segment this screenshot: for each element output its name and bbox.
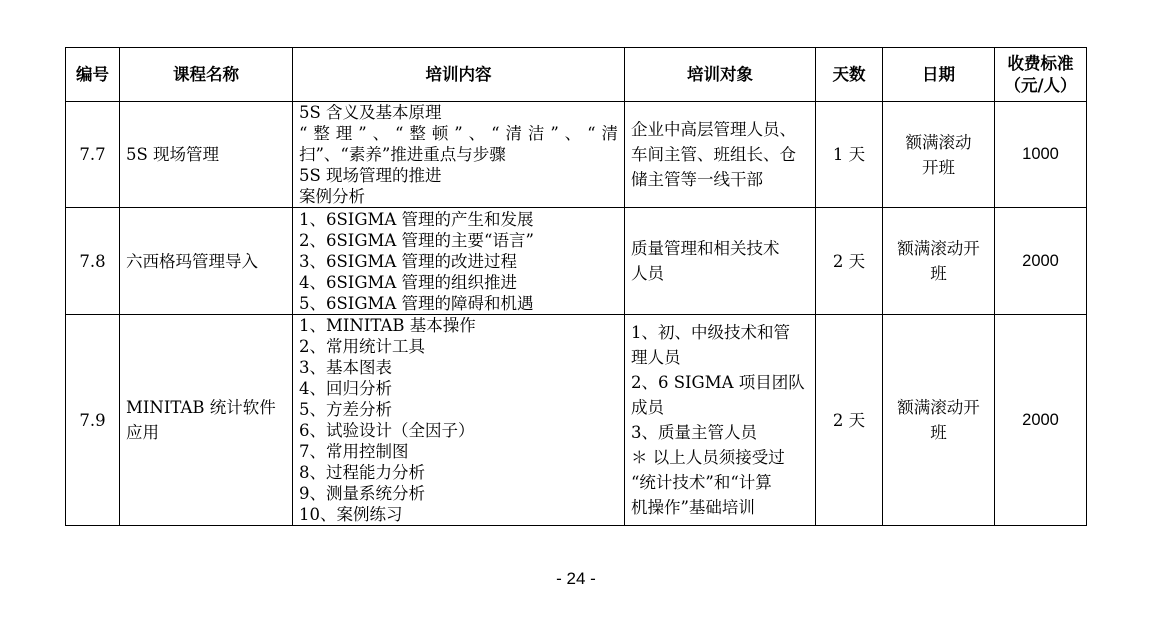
audience-line: 成员 xyxy=(631,398,664,417)
header-id: 编号 xyxy=(66,48,120,102)
audience-line: 1、初、中级技术和管 xyxy=(631,323,790,342)
header-fee xyxy=(995,48,1087,102)
audience-line: “统计技术”和“计算 xyxy=(631,473,772,492)
header-fee-line1: 收费标准 xyxy=(1007,53,1074,73)
content-line: “整理”、“整顿”、“清洁”、“清 xyxy=(299,124,618,143)
audience-line: 车间主管、班组长、仓 xyxy=(631,145,796,164)
row-course-name xyxy=(120,315,293,526)
row-content xyxy=(293,208,625,315)
content-line: 10、案例练习 xyxy=(299,505,403,524)
content-line: 8、过程能力分析 xyxy=(299,463,425,482)
row-content xyxy=(293,315,625,526)
header-fee-line2: （元/人） xyxy=(1004,75,1077,95)
row-audience xyxy=(625,102,816,208)
audience-line: 质量管理和相关技术 xyxy=(631,239,780,258)
content-line: 2、常用统计工具 xyxy=(299,337,425,356)
content-line: 5、方差分析 xyxy=(299,400,392,419)
content-line: 5S 含义及基本原理 xyxy=(299,103,442,122)
table-row xyxy=(66,102,1087,208)
audience-line: 机操作”基础培训 xyxy=(631,498,755,517)
audience-line: 理人员 xyxy=(631,348,681,367)
date-line: 开班 xyxy=(922,157,955,177)
row-course-name: 六西格玛管理导入 xyxy=(120,208,293,315)
audience-line: 3、质量主管人员 xyxy=(631,423,757,442)
row-id: 7.7 xyxy=(66,102,120,208)
content-line: 1、6SIGMA 管理的产生和发展 xyxy=(299,209,534,229)
date-line: 班 xyxy=(930,423,947,442)
content-line: 2、6SIGMA 管理的主要“语言” xyxy=(299,230,534,250)
content-line: 案例分析 xyxy=(299,187,365,206)
date-line: 额满滚动开 xyxy=(897,239,980,258)
audience-line: 2、6 SIGMA 项目团队 xyxy=(631,373,805,392)
content-line: 扫”、“素养”推进重点与步骤 xyxy=(299,145,506,164)
page-number: - 24 - xyxy=(556,569,596,588)
date-line: 额满滚动 xyxy=(905,132,972,152)
row-days: 2 天 xyxy=(816,315,883,526)
table-header-row xyxy=(66,48,1087,102)
header-days: 天数 xyxy=(816,48,883,102)
content-line: 7、常用控制图 xyxy=(299,442,409,461)
row-id: 7.8 xyxy=(66,208,120,315)
header-date: 日期 xyxy=(883,48,995,102)
content-line: 3、6SIGMA 管理的改进过程 xyxy=(299,251,518,271)
content-line: 5、6SIGMA 管理的障碍和机遇 xyxy=(299,293,534,313)
row-audience xyxy=(625,315,816,526)
audience-line: 企业中高层管理人员、 xyxy=(631,120,796,139)
content-line: 4、回归分析 xyxy=(299,379,392,398)
row-fee: 2000 xyxy=(995,315,1087,526)
course-name-line: 应用 xyxy=(126,423,159,442)
audience-line: ＊ 以上人员须接受过 xyxy=(631,448,785,467)
row-id: 7.9 xyxy=(66,315,120,526)
row-course-name: 5S 现场管理 xyxy=(120,102,293,208)
audience-line: 人员 xyxy=(631,264,664,283)
row-date xyxy=(883,102,995,208)
content-line: 6、试验设计（全因子） xyxy=(299,421,475,440)
content-line: 3、基本图表 xyxy=(299,358,392,377)
row-content xyxy=(293,102,625,208)
content-line: 5S 现场管理的推进 xyxy=(299,166,442,185)
date-line: 班 xyxy=(930,264,947,283)
course-table xyxy=(65,47,1087,526)
table-row xyxy=(66,208,1087,315)
row-audience xyxy=(625,208,816,315)
row-fee: 2000 xyxy=(995,208,1087,315)
content-line: 1、MINITAB 基本操作 xyxy=(299,316,476,335)
content-line: 9、测量系统分析 xyxy=(299,484,425,503)
header-course-name: 课程名称 xyxy=(120,48,293,102)
row-date xyxy=(883,208,995,315)
audience-line: 储主管等一线干部 xyxy=(631,170,763,189)
row-fee: 1000 xyxy=(995,102,1087,208)
row-days: 1 天 xyxy=(816,102,883,208)
date-line: 额满滚动开 xyxy=(897,398,980,417)
table-row xyxy=(66,315,1087,526)
content-line: 4、6SIGMA 管理的组织推进 xyxy=(299,272,518,292)
header-audience: 培训对象 xyxy=(625,48,816,102)
course-name-line: MINITAB 统计软件 xyxy=(126,398,276,417)
row-days: 2 天 xyxy=(816,208,883,315)
header-content: 培训内容 xyxy=(293,48,625,102)
row-date xyxy=(883,315,995,526)
